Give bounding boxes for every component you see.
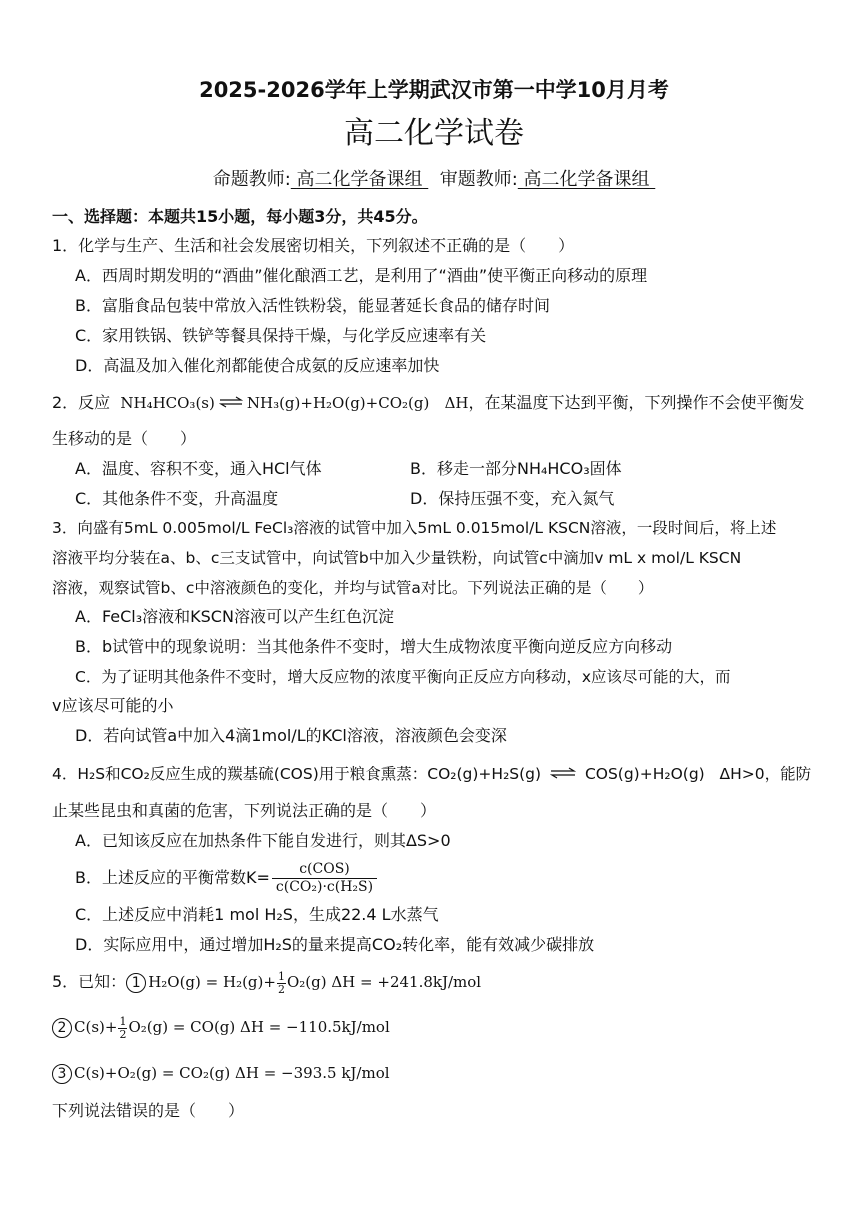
question-4-option-d: D．实际应用中，通过增加H₂S的量来提高CO₂转化率，能有效减少碳排放 <box>75 935 595 954</box>
question-3-line-1: 3．向盛有5mL 0.005mol/L FeCl₃溶液的试管中加入5mL 0.015mol/L KSCN溶液，一段时间后，将上述 <box>52 519 777 537</box>
question-3-option-c-line-2: v应该尽可能的小 <box>52 696 174 715</box>
author-label: 命题教师: <box>212 169 291 190</box>
question-2-stem: 2．反应 NH₄HCO₃(s) NH₃(g)+H₂O(g)+CO₂(g) ΔH，在某温度下达到平衡，下列操作不会使平衡发 <box>52 393 805 412</box>
question-4-option-c: C．上述反应中消耗1 mol H₂S，生成22.4 L水蒸气 <box>75 905 439 924</box>
teachers-line <box>0 168 868 192</box>
question-2-option-b: B．移走一部分NH₄HCO₃固体 <box>410 459 622 478</box>
question-2-equation-right: NH₃(g)+H₂O(g)+CO₂(g) <box>246 394 430 412</box>
question-3-line-3: 溶液，观察试管b、c中溶液颜色的变化，并均与试管a对比。下列说法正确的是（ ） <box>52 579 654 597</box>
reviewer-value: 高二化学备课组 <box>523 169 650 190</box>
paper-title: 高二化学试卷 <box>344 116 524 151</box>
exam-title: 2025-2026学年上学期武汉市第一中学10月月考 <box>199 78 669 102</box>
question-3-option-b: B．b试管中的现象说明：当其他条件不变时，增大生成物浓度平衡向逆反应方向移动 <box>75 637 673 656</box>
question-1-option-b: B．富脂食品包装中常放入活性铁粉袋，能显著延长食品的储存时间 <box>75 296 550 315</box>
equilibrium-arrow-icon <box>550 764 576 784</box>
question-4-line-2: 止某些昆虫和真菌的危害，下列说法正确的是（ ） <box>52 801 437 820</box>
question-4-option-b: B．上述反应的平衡常数K= $\frac{\text{c(COS)}}{\text{c(CO₂)·c(H₂S)}}$ <box>75 860 379 896</box>
circled-number-3: 3 <box>52 1064 72 1084</box>
circled-number-2: 2 <box>52 1018 72 1038</box>
question-2-option-d: D．保持压强不变，充入氮气 <box>410 489 615 508</box>
question-2-option-a: A．温度、容积不变，通入HCl气体 <box>75 459 322 478</box>
reviewer-label: 审题教师: <box>439 169 518 190</box>
circled-number-1: 1 <box>126 973 146 993</box>
question-2-stem-cont: 生移动的是（ ） <box>52 429 197 448</box>
question-3-option-a: A．FeCl₃溶液和KSCN溶液可以产生红色沉淀 <box>75 607 394 626</box>
question-3-line-2: 溶液平均分装在a、b、c三支试管中，向试管b中加入少量铁粉，向试管c中滴加v mL x mol/L KSCN <box>52 549 742 567</box>
question-5-equation-3: 3 C(s)+O₂(g) = CO₂(g) ΔH = −393.5 kJ/mol <box>52 1058 390 1088</box>
question-5-equation-2: 2 C(s)+ $\frac{1}{2}$ O₂(g) = CO(g) ΔH = −110.5kJ/mol <box>52 1011 390 1043</box>
section-heading: 一、选择题：本题共15小题，每小题3分，共45分。 <box>52 207 428 226</box>
question-3-option-d: D．若向试管a中加入4滴1mol/L的KCl溶液，溶液颜色会变深 <box>75 726 507 745</box>
question-3-option-c-line-1: C．为了证明其他条件不变时，增大反应物的浓度平衡向正反应方向移动，x应该尽可能的大，而 <box>75 668 731 686</box>
question-1-option-c: C．家用铁锅、铁铲等餐具保持干燥，与化学反应速率有关 <box>75 326 487 345</box>
question-5-equation-1: 5．已知： 1 H₂O(g) = H₂(g)+ $\frac{1}{2}$ O₂(g) ΔH = +241.8kJ/mol <box>52 969 482 996</box>
question-4-line-1: 4．H₂S和CO₂反应生成的羰基硫(COS)用于粮食熏蒸：CO₂(g)+H₂S(g) COS(g)+H₂O(g) ΔH>0，能防 <box>52 765 812 783</box>
question-2-option-c: C．其他条件不变，升高温度 <box>75 489 279 508</box>
equilibrium-constant-fraction: $\frac{\text{c(COS)}}{\text{c(CO₂)·c(H₂S)}}$ <box>272 861 377 896</box>
question-1-option-d: D．高温及加入催化剂都能使合成氨的反应速率加快 <box>75 356 440 375</box>
question-4-option-a: A．已知该反应在加热条件下能自发进行，则其ΔS>0 <box>75 831 451 850</box>
question-2-equation-left: NH₄HCO₃(s) <box>120 394 215 412</box>
question-1-stem: 1．化学与生产、生活和社会发展密切相关，下列叙述不正确的是（ ） <box>52 236 575 255</box>
author-value: 高二化学备课组 <box>296 169 423 190</box>
equilibrium-arrow-icon <box>219 393 243 413</box>
question-5-ask: 下列说法错误的是（ ） <box>52 1101 245 1120</box>
question-1-option-a: A．西周时期发明的“酒曲”催化酿酒工艺，是利用了“酒曲”使平衡正向移动的原理 <box>75 266 648 285</box>
